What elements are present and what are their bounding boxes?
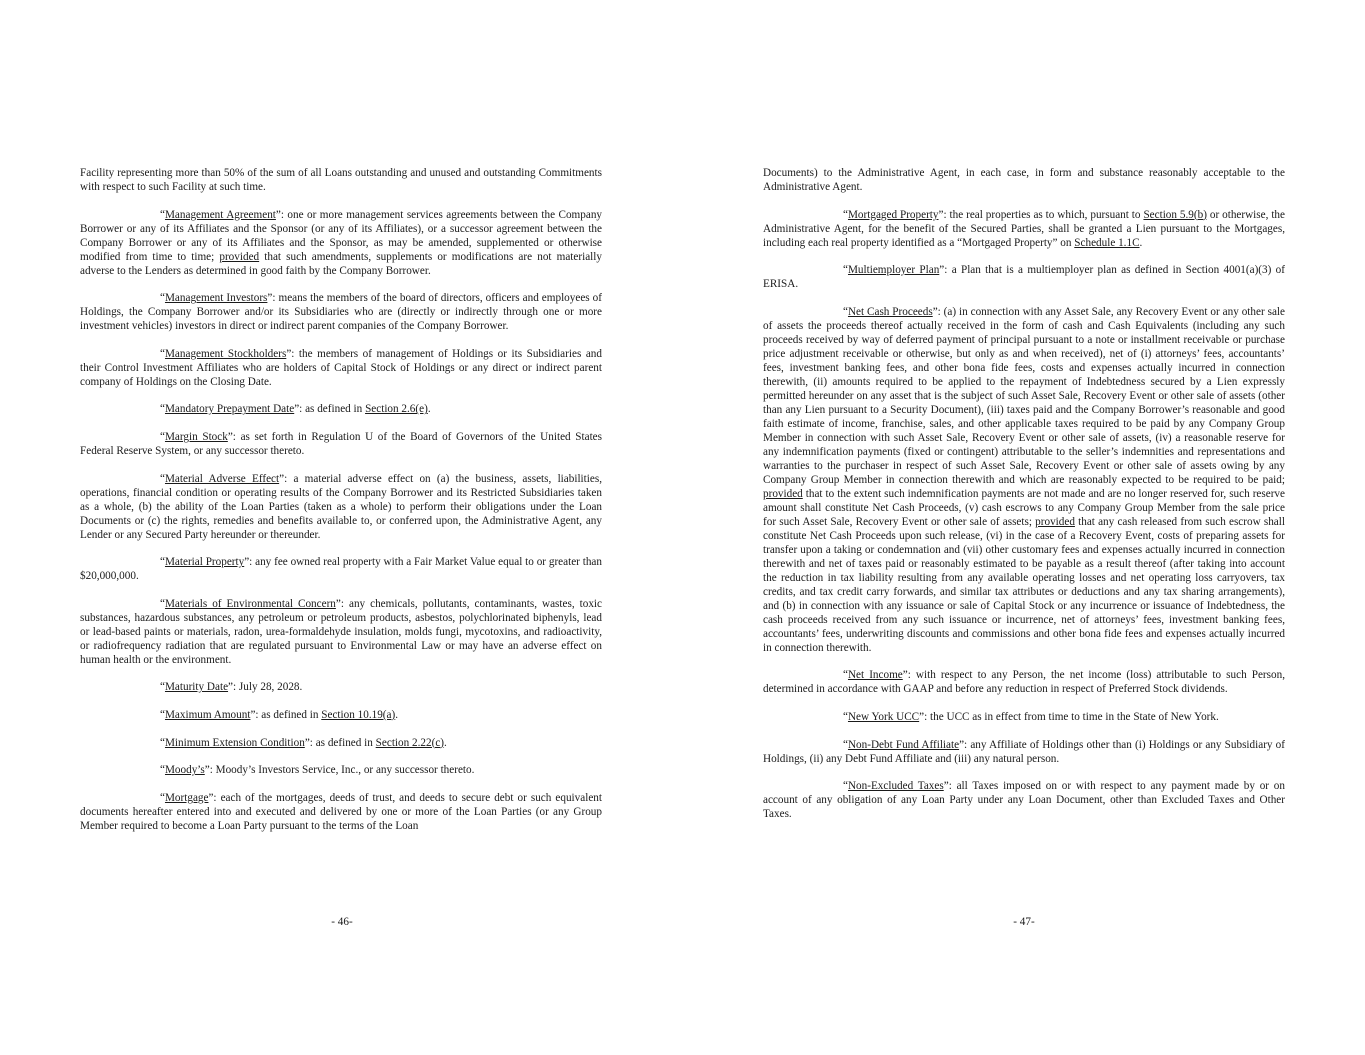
section-reference: Section 5.9(b) <box>1143 208 1207 221</box>
defined-term: Moody’s <box>164 764 205 777</box>
defined-term: Mortgaged Property <box>847 208 939 221</box>
definition-new-york-ucc: “New York UCC”: the UCC as in effect from time to time in the State of New York. <box>843 710 1219 723</box>
definition-mortgage: “Mortgage”: each of the mortgages, deeds of trust, and deeds to secure debt or such equivalent documents hereafter entered into and executed and delivered by one or more of the Loan Parties (or any Group Member required to become a Loan Party pursuant to the terms of the Loan <box>80 791 602 832</box>
defined-term: Material Adverse Effect <box>164 472 280 485</box>
definition-management-investors: “Management Investors”: means the members of the board of directors, officers and employees of Holdings, the Company Borrower and/or its Subsidiaries who are (directly or indirectly through one or more investment vehicles) investors in direct or indirect parent companies of the Company Borrower. <box>80 292 602 333</box>
defined-term: Multiemployer Plan <box>847 264 940 277</box>
defined-term: Management Agreement <box>164 208 276 221</box>
right-page <box>763 166 1285 835</box>
defined-term: Mandatory Prepayment Date <box>164 403 295 416</box>
definition-minimum-extension-condition: “Minimum Extension Condition”: as defined in Section 2.22(c). <box>160 736 447 749</box>
defined-term: Non-Debt Fund Affiliate <box>847 738 960 751</box>
definition-net-income: “Net Income”: with respect to any Person, the net income (loss) attributable to such Person, determined in accordance with GAAP and before any reduction in respect of Preferred Stock dividends. <box>763 669 1285 696</box>
defined-term: Material Property <box>164 556 245 569</box>
definition-moodys: “Moody’s”: Moody’s Investors Service, Inc., or any successor thereto. <box>160 764 475 777</box>
defined-term: Management Investors <box>164 292 268 305</box>
definition-non-excluded-taxes: “Non-Excluded Taxes”: all Taxes imposed on or with respect to any payment made by or on account of any obligation of any Loan Party under any Loan Document, other than Excluded Taxes and Other Taxes. <box>763 780 1285 821</box>
defined-term: Maturity Date <box>164 681 229 694</box>
defined-term: Materials of Environmental Concern <box>164 597 336 610</box>
schedule-reference: Schedule 1.1C <box>1074 236 1140 249</box>
definition-material-adverse-effect: “Material Adverse Effect”: a material adverse effect on (a) the business, assets, liabilities, operations, financial condition or operating results of the Company Borrower and its Restricted Subsidiaries taken as a whole, (b) the ability of the Loan Parties (taken as a whole) to perform their obligations under the Loan Documents or (c) the rights, remedies and benefits available to, or conferred upon, the Administrative Agent, any Lender or any Secured Party hereunder or thereunder. <box>80 472 602 541</box>
definition-management-stockholders: “Management Stockholders”: the members of management of Holdings or its Subsidiaries and their Control Investment Affiliates who are holders of Capital Stock of Holdings or any direct or indirect parent company of Holdings on the Closing Date. <box>80 347 602 388</box>
definition-maximum-amount: “Maximum Amount”: as defined in Section 10.19(a). <box>160 708 399 721</box>
definition-margin-stock: “Margin Stock”: as set forth in Regulation U of the Board of Governors of the United States Federal Reserve System, or any successor thereto. <box>80 430 602 457</box>
defined-term: Management Stockholders <box>164 347 287 360</box>
defined-term: Non-Excluded Taxes <box>847 780 944 793</box>
section-reference: Section 2.22(c) <box>375 736 445 749</box>
defined-term: Net Income <box>847 669 903 682</box>
definition-materials-of-environmental-concern: “Materials of Environmental Concern”: any chemicals, pollutants, contaminants, wastes, toxic substances, hazardous substances, any petroleum or petroleum products, asbestos, polychlorinated biphenyls, lead or lead-based paints or materials, radon, urea-formaldehyde insulation, molds fungi, mycotoxins, and radioactivity, or radiofrequency radiation that are regulated pursuant to Environmental Law or may have an adverse effect on human health or the environment. <box>80 597 602 666</box>
defined-term: Mortgage <box>164 791 209 804</box>
definition-material-property: “Material Property”: any fee owned real property with a Fair Market Value equal to or greater than $20,000,000. <box>80 556 602 583</box>
continued-paragraph: Facility representing more than 50% of the sum of all Loans outstanding and unused and outstanding Commitments with respect to such Facility at such time. <box>80 167 602 193</box>
page-number-right: - 47- <box>1013 916 1035 928</box>
defined-term: New York UCC <box>847 710 920 723</box>
definition-mandatory-prepayment-date: “Mandatory Prepayment Date”: as defined in Section 2.6(e). <box>160 403 431 416</box>
page-number-left: - 46- <box>331 916 353 928</box>
defined-term: Net Cash Proceeds <box>847 305 933 318</box>
definition-maturity-date: “Maturity Date”: July 28, 2028. <box>160 681 303 694</box>
definition-multiemployer-plan: “Multiemployer Plan”: a Plan that is a multiemployer plan as defined in Section 4001(a)(3) of ERISA. <box>763 264 1285 291</box>
defined-term: Margin Stock <box>164 430 228 443</box>
definition-management-agreement: “Management Agreement”: one or more management services agreements between the Company Borrower or any of its Affiliates and the Sponsor (or any of its Affiliates), or a successor agreement between the Company Borrower or any of its Affiliates and the Sponsor, as may be amended, supplemented or otherwise modified from time to time; provided that such amendments, supplements or modifications are not materially adverse to the Lenders as determined in good faith by the Company Borrower. <box>80 208 603 277</box>
section-reference: Section 10.19(a) <box>321 708 396 721</box>
left-page <box>80 166 602 846</box>
definition-net-cash-proceeds: “Net Cash Proceeds”: (a) in connection with any Asset Sale, any Recovery Event or any other sale of assets the proceeds thereof actually received in the form of cash and Cash Equivalents (including any such proceeds received by way of deferred payment of principal pursuant to a note or installment receivable or purchase price adjustment receivable or otherwise, but only as and when received), net of (i) attorneys’ fees, accountants’ fees, investment banking fees, and other bona fide fees, costs and expenses actually incurred in connection therewith, (ii) amounts required to be applied to the repayment of Indebtedness secured by a Lien expressly permitted hereunder on any asset that is the subject of such Asset Sale, Recovery Event or other sale of assets (other than any Lien pursuant to a Security Document), (iii) taxes paid and the Company Borrower’s reasonable and good faith estimate of income, franchise, sales, and other applicable taxes required to be paid by any Company Group Member in connection with such Asset Sale, Recovery Event or other sale of assets, (iv) a reasonable reserve for any indemnification payments (fixed or contingent) attributable to the seller’s indemnities and representations and warranties to the purchaser in respect of such Asset Sale, Recovery Event or other sale of assets owing by any Company Group Member in connection therewith and which are reasonably expected to be required to be paid; provided that to the extent such indemnification payments are not made and are no longer reserved for, such reserve amount shall constitute Net Cash Proceeds, (v) cash escrows to any Company Group Member from the sale price for such Asset Sale, Recovery Event or other sale of assets; provided that any cash released from such escrow shall constitute Net Cash Proceeds upon such release, (vi) in the case of a Recovery Event, costs of preparing assets for transfer upon a taking or condemnation and (vii) other customary fees and expenses actually incurred in connection therewith and net of taxes paid or reasonably estimated to be payable as a result thereof (after taking into account the reduction in tax liability resulting from any available operating losses and net operating loss carryovers, tax credits, and tax credit carry forwards, and similar tax attributes or deductions and any tax sharing arrangements), and (b) in connection with any issuance or sale of Capital Stock or any incurrence or issuance of Indebtedness, the cash proceeds received from any such issuance or incurrence, net of attorneys’ fees, investment banking fees, accountants’ fees, underwriting discounts and commissions and other bona fide fees and expenses actually incurred in connection therewith. <box>763 305 1285 654</box>
defined-term: Maximum Amount <box>164 708 251 721</box>
section-reference: Section 2.6(e) <box>365 403 428 416</box>
defined-term: Minimum Extension Condition <box>164 736 305 749</box>
definition-mortgaged-property: “Mortgaged Property”: the real properties as to which, pursuant to Section 5.9(b) or otherwise, the Administrative Agent, for the benefit of the Secured Parties, shall be granted a Lien pursuant to the Mortgages, including each real property identified as a “Mortgaged Property” on Schedule 1.1C. <box>763 208 1285 249</box>
continued-paragraph: Documents) to the Administrative Agent, in each case, in form and substance reasonably acceptable to the Administrative Agent. <box>763 167 1285 193</box>
definition-non-debt-fund-affiliate: “Non-Debt Fund Affiliate”: any Affiliate of Holdings other than (i) Holdings or any Subsidiary of Holdings, (ii) any Debt Fund Affiliate and (iii) any natural person. <box>763 738 1285 765</box>
